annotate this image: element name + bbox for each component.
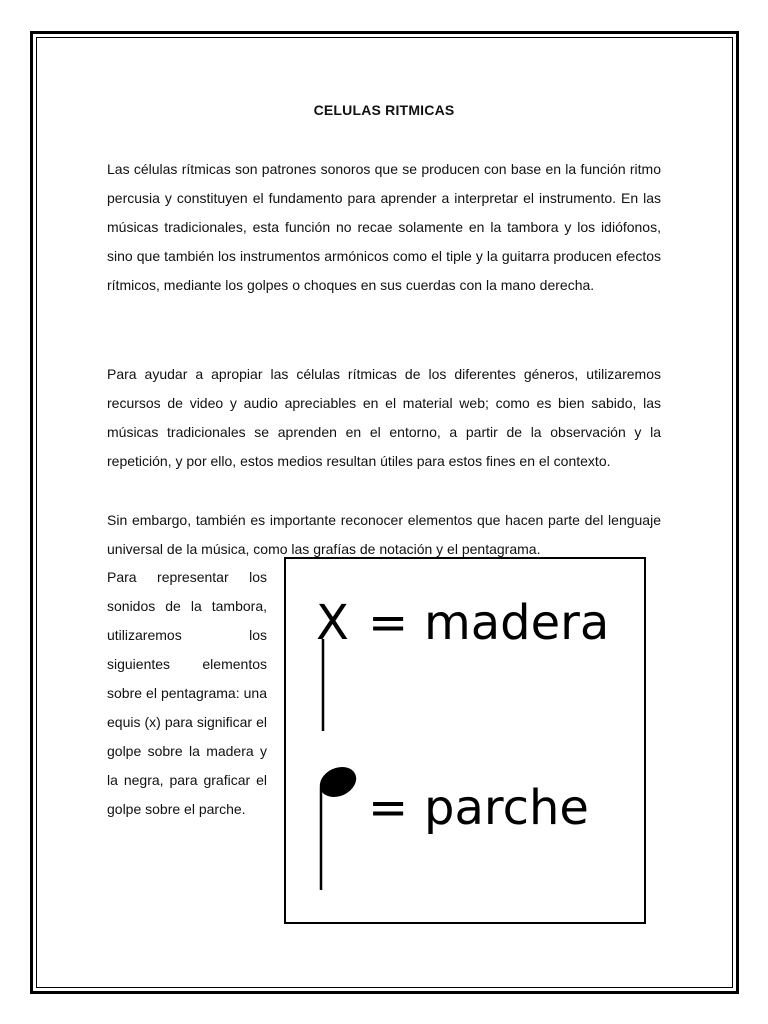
equals-sign-2: = (368, 780, 409, 836)
label-parche: parche (424, 780, 589, 836)
document-title: CELULAS RITMICAS (313, 102, 455, 118)
notation-legend-svg (286, 559, 644, 922)
quarter-note-icon (315, 761, 361, 890)
paragraph-2: Para ayudar a apropiar las células rítmicas de los diferentes géneros, utilizaremos recursos de video y audio apreciables en el material web; como es bien sabido, las músicas tradicionales se aprenden en el entorno, a partir de la observación y la repetición, y por ello, estos medios resultan útiles para estos fines en el contexto. (107, 366, 661, 469)
equals-sign-1: = (368, 595, 409, 651)
paragraph-3: Sin embargo, también es importante reconocer elementos que hacen parte del lenguaje universal de la música, como las grafías de notación y el pentagrama. (107, 512, 661, 557)
label-madera: madera (424, 595, 610, 651)
notation-legend-figure (284, 557, 646, 924)
side-paragraph: Para representar los sonidos de la tambora, utilizaremos los siguientes elementos sobre el pentagrama: una equis (x) para significar el golpe sobre la madera y la negra, para graficar el golpe sobre el parche. (107, 569, 267, 817)
x-notehead-icon (316, 595, 349, 731)
paragraph-1: Las células rítmicas son patrones sonoros que se producen con base en la función ritmo percusia y constituyen el fundamento para aprender a interpretar el instrumento. En las músicas tradicionales, esta función no recae solamente en la tambora y los idiófonos, sino que también los instrumentos armónicos como el tiple y la guitarra producen efectos rítmicos, mediante los golpes o choques en sus cuerdas con la mano derecha. (107, 161, 661, 293)
x-symbol: X (316, 595, 349, 651)
